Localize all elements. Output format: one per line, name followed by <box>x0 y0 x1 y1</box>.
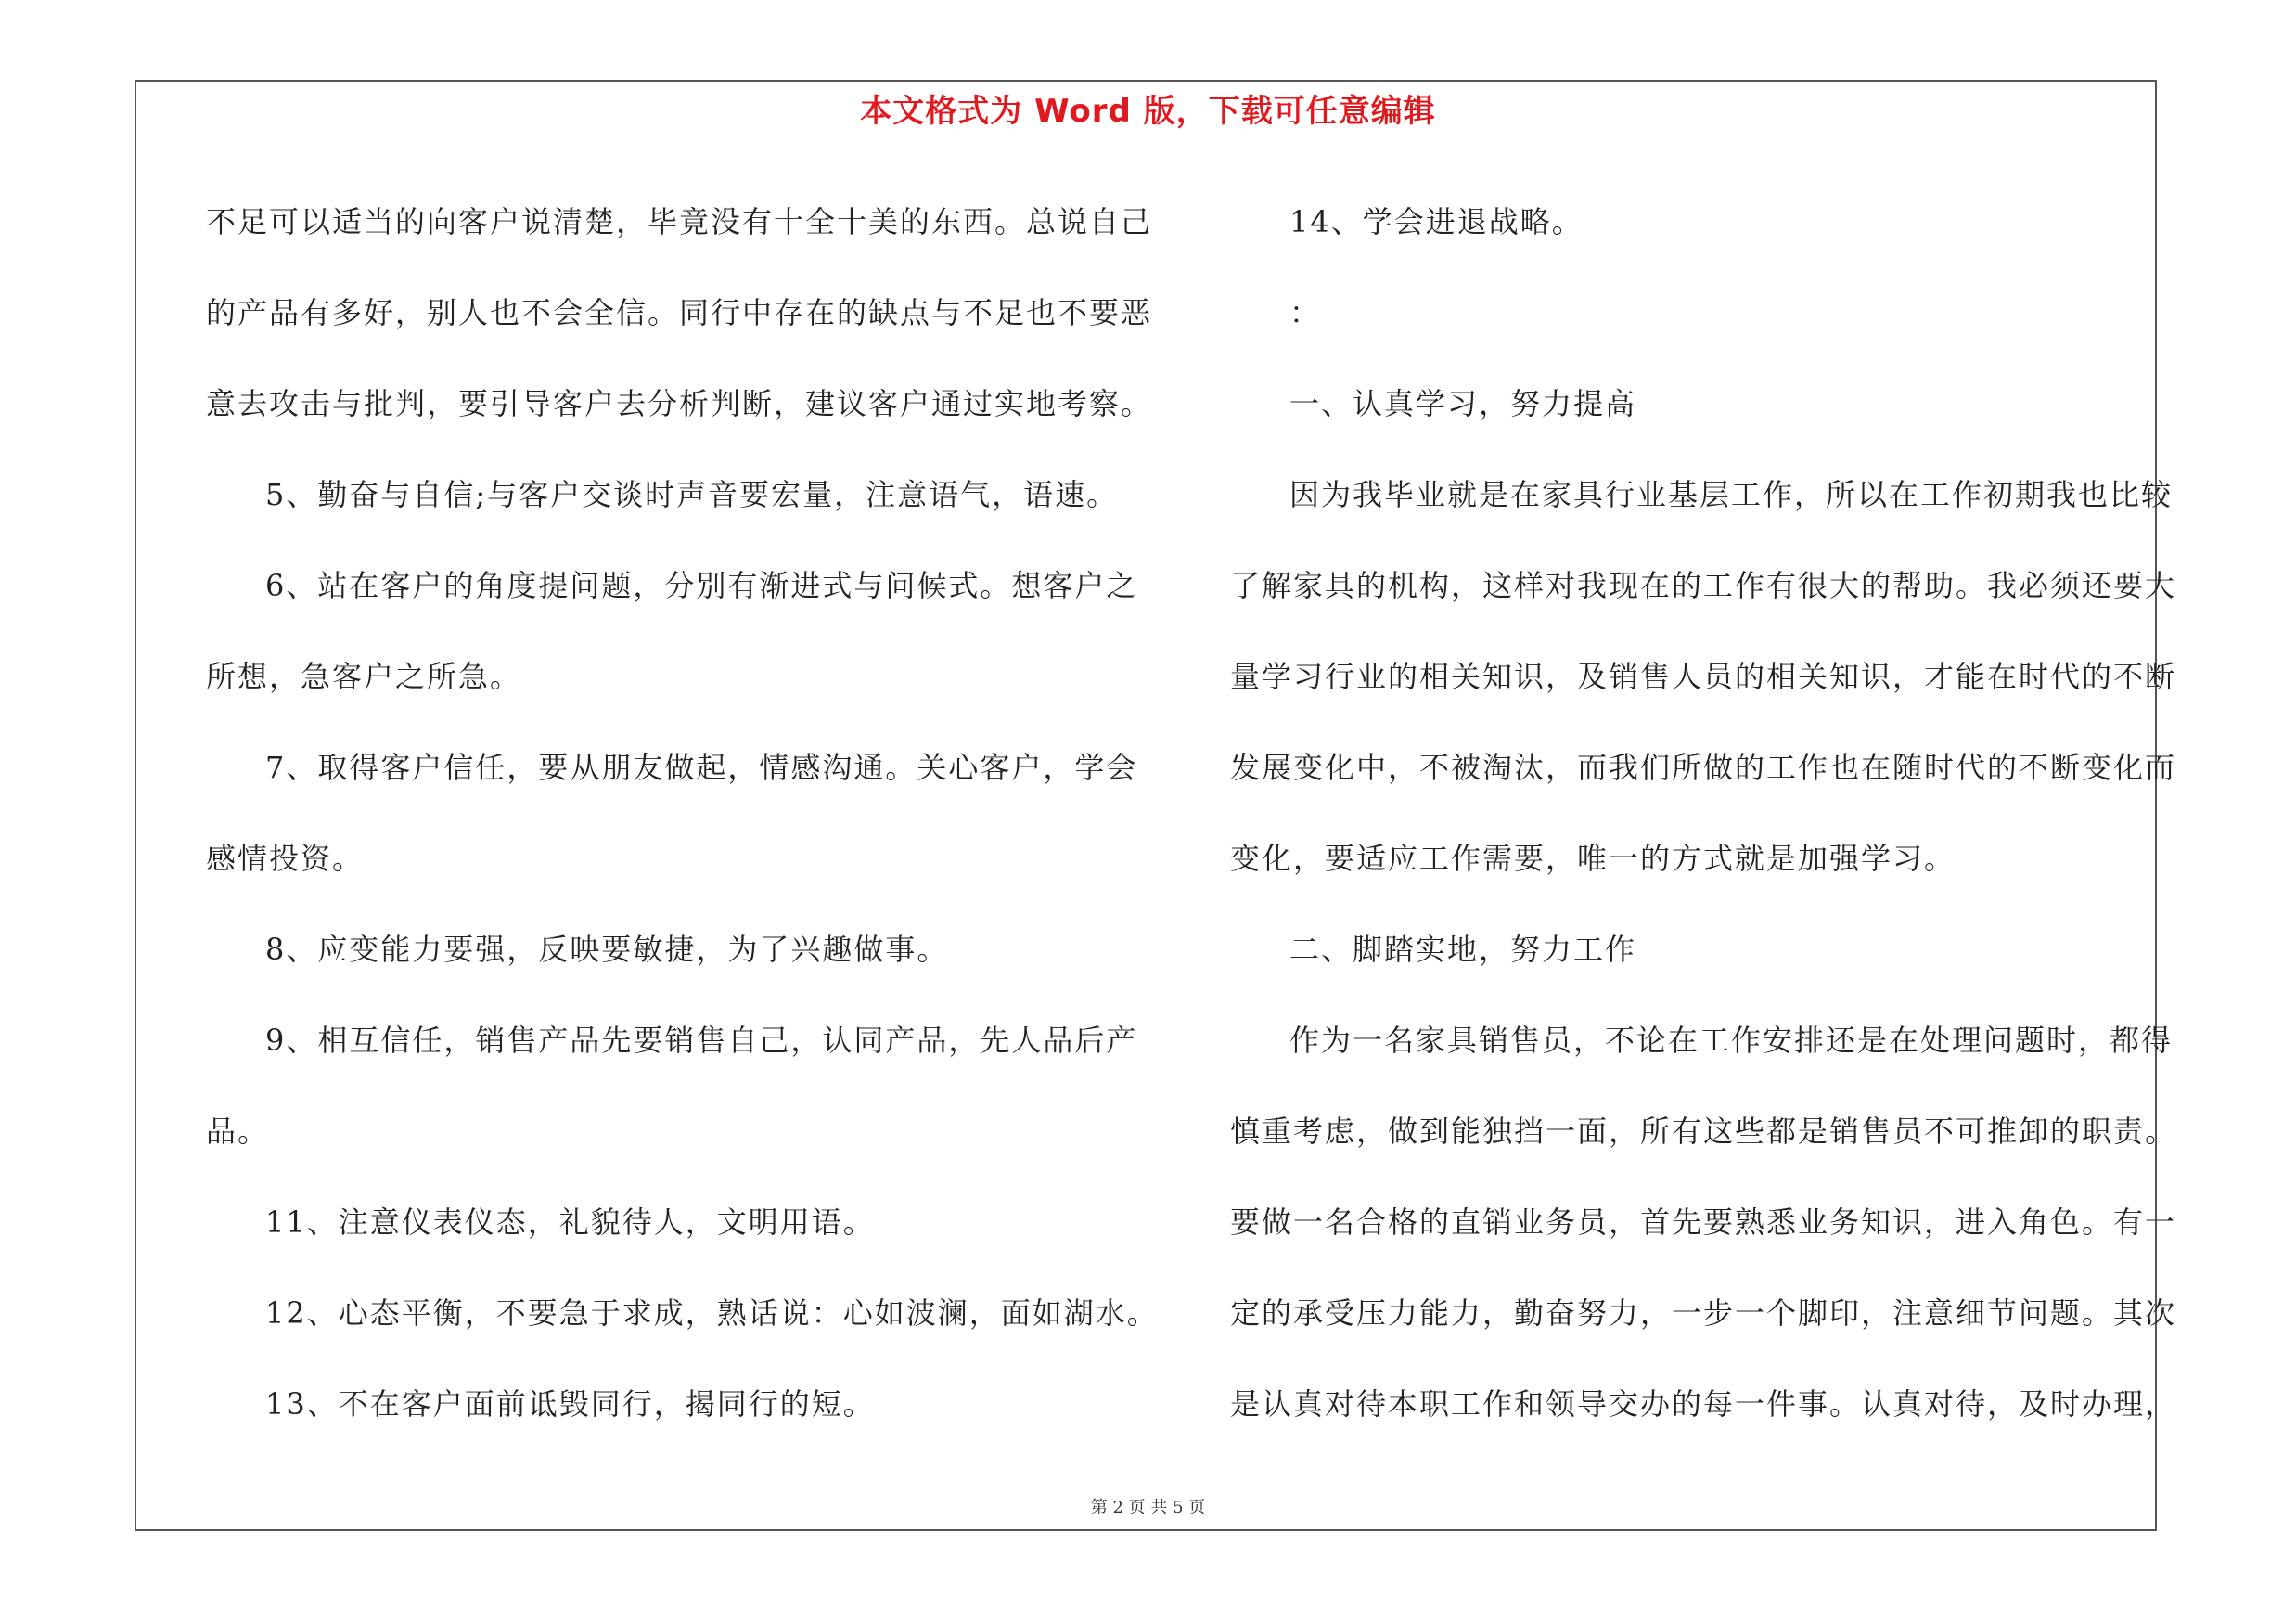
right-line-1: 14、学会进退战略。 <box>1289 204 1584 239</box>
left-line-1: 不足可以适当的向客户说清楚，毕竟没有十全十美的东西。总说自己 <box>206 204 1153 239</box>
left-line-13: 12、心态平衡，不要急于求成，熟话说：心如波澜，面如湖水。 <box>265 1295 1159 1331</box>
left-line-2: 的产品有多好，别人也不会全信。同行中存在的缺点与不足也不要恶 <box>206 295 1153 330</box>
left-line-7: 7、取得客户信任，要从朋友做起，情感沟通。关心客户，学会 <box>265 750 1138 785</box>
header-banner: 本文格式为 Word 版，下载可任意编辑 <box>860 93 1436 130</box>
page-footer: 第 2 页 共 5 页 <box>1090 1498 1206 1517</box>
left-line-6: 所想，急客户之所急。 <box>206 659 522 694</box>
right-line-4: 因为我毕业就是在家具行业基层工作，所以在工作初期我也比较 <box>1289 477 2174 512</box>
left-line-11: 品。 <box>206 1114 270 1149</box>
right-line-14: 是认真对待本职工作和领导交办的每一件事。认真对待，及时办理， <box>1230 1386 2177 1422</box>
left-line-9: 8、应变能力要强，反映要敏捷，为了兴趣做事。 <box>265 932 949 967</box>
right-line-5: 了解家具的机构，这样对我现在的工作有很大的帮助。我必须还要大 <box>1230 568 2177 603</box>
left-line-8: 感情投资。 <box>206 841 365 876</box>
right-column <box>1230 176 2176 1449</box>
right-line-2: ： <box>1289 295 1322 330</box>
left-line-3: 意去攻击与批判，要引导客户去分析判断，建议客户通过实地考察。 <box>206 386 1153 421</box>
left-line-5: 6、站在客户的角度提问题，分别有渐进式与问候式。想客户之 <box>265 568 1138 603</box>
right-line-3: 一、认真学习，努力提高 <box>1289 386 1637 421</box>
right-line-7: 发展变化中，不被淘汰，而我们所做的工作也在随时代的不断变化而 <box>1230 750 2177 785</box>
right-line-13: 定的承受压力能力，勤奋努力，一步一个脚印，注意细节问题。其次 <box>1230 1295 2177 1331</box>
left-line-14: 13、不在客户面前诋毁同行，揭同行的短。 <box>265 1386 875 1422</box>
left-line-4: 5、勤奋与自信;与客户交谈时声音要宏量，注意语气，语速。 <box>265 477 1119 512</box>
left-line-12: 11、注意仪表仪态，礼貌待人，文明用语。 <box>265 1204 875 1240</box>
left-column <box>206 176 1159 1449</box>
right-line-11: 慎重考虑，做到能独挡一面，所有这些都是销售员不可推卸的职责。 <box>1230 1114 2177 1149</box>
left-line-10: 9、相互信任，销售产品先要销售自己，认同产品，先人品后产 <box>265 1023 1138 1058</box>
right-line-6: 量学习行业的相关知识，及销售人员的相关知识，才能在时代的不断 <box>1230 659 2177 694</box>
right-line-10: 作为一名家具销售员，不论在工作安排还是在处理问题时，都得 <box>1289 1023 2174 1058</box>
right-line-9: 二、脚踏实地，努力工作 <box>1289 932 1637 967</box>
right-line-8: 变化，要适应工作需要，唯一的方式就是加强学习。 <box>1230 841 1956 876</box>
right-line-12: 要做一名合格的直销业务员，首先要熟悉业务知识，进入角色。有一 <box>1230 1204 2177 1240</box>
